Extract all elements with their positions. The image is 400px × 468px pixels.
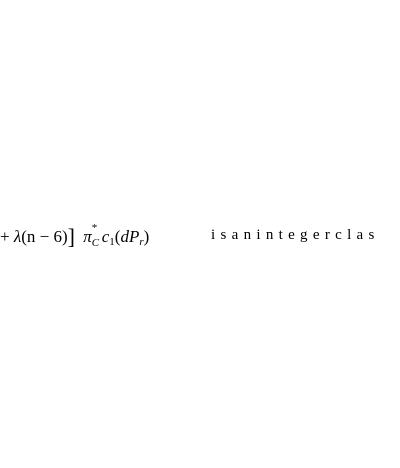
paren-open: ( <box>114 227 121 246</box>
pi-pullback <box>83 223 102 249</box>
math-expression <box>0 221 149 249</box>
plus-sign: + <box>0 227 10 246</box>
n-minus-6-term: (n − 6) <box>21 227 68 246</box>
pi-subscript: C <box>91 237 100 249</box>
d-symbol: d <box>120 227 129 246</box>
paren-close: ) <box>143 227 150 246</box>
P-subscript: r <box>139 236 144 248</box>
lambda-symbol: λ <box>13 227 22 246</box>
pi-symbol: π <box>83 227 92 246</box>
pi-scripts <box>91 222 102 249</box>
P-symbol: P <box>128 227 140 246</box>
chern-c: c <box>101 227 110 246</box>
closing-bracket: ] <box>67 224 75 249</box>
trailing-text: isanintegerclas <box>211 227 380 243</box>
pi-superscript: * <box>91 222 98 235</box>
formula-line <box>0 221 400 249</box>
chern-subscript: 1 <box>109 236 115 248</box>
